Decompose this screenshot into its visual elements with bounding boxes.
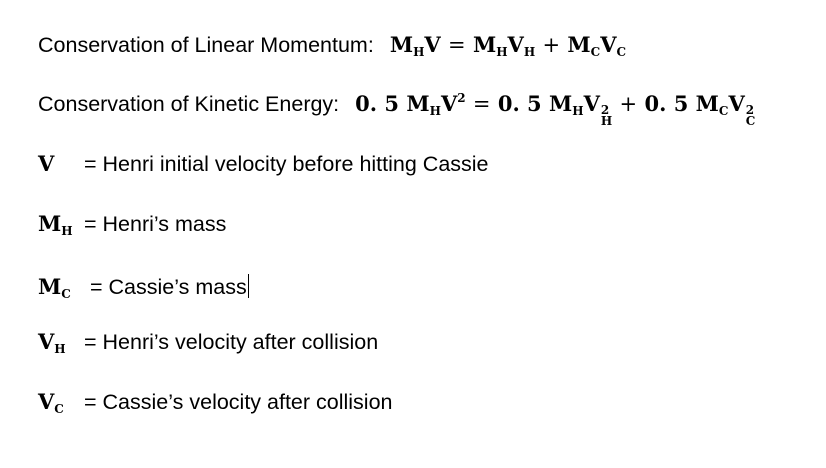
definition-symbol: $M_H$	[38, 211, 73, 238]
definition-text: = Henri’s velocity after collision	[84, 330, 379, 354]
definition-text: = Cassie’s velocity after collision	[84, 390, 393, 414]
momentum-equation: $M_HV = M_HV_H + M_CV_C$	[389, 32, 627, 59]
text-cursor	[248, 274, 249, 298]
definition-text: = Henri’s mass	[84, 212, 227, 236]
momentum-equation-line	[38, 32, 626, 58]
definition-symbol: $V_C$	[38, 389, 64, 416]
definition-text: = Henri initial velocity before hitting Cassie	[84, 152, 489, 176]
definition-symbol: V	[38, 151, 55, 176]
definition-row	[38, 151, 489, 177]
definition-row	[38, 329, 378, 355]
energy-equation: 0. 5 $M_HV^2 = 0$. 5 $M_HV$ 2 H + 0. 5 $M_CV$ 2 C	[355, 91, 756, 128]
definition-row	[38, 389, 393, 415]
energy-equation-line	[38, 91, 755, 127]
definition-row	[38, 211, 226, 237]
definition-symbol: $M_C$	[38, 274, 71, 301]
momentum-equation-label: Conservation of Linear Momentum:	[38, 33, 374, 57]
definition-symbol: $V_H$	[38, 329, 66, 356]
definition-row	[38, 270, 249, 300]
energy-equation-label: Conservation of Kinetic Energy:	[38, 92, 340, 116]
definition-text: = Cassie’s mass	[90, 275, 247, 299]
